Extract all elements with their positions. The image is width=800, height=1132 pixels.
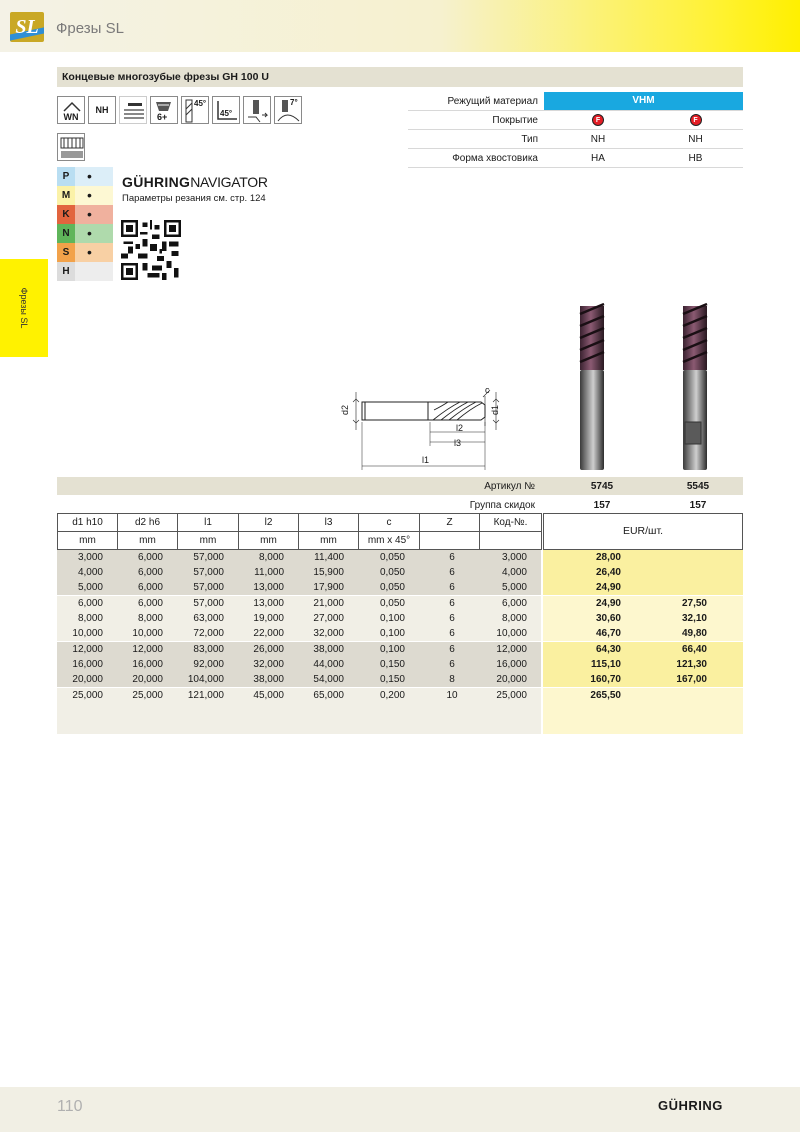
price-cell: 160,70 bbox=[590, 674, 621, 685]
navigator-brand: GÜHRING bbox=[122, 174, 191, 190]
discount-value: 157 bbox=[593, 500, 611, 511]
cutting-params-note: Параметры резания см. стр. 124 bbox=[122, 193, 266, 204]
page-number: 110 bbox=[57, 1098, 83, 1115]
table-cell: 20,000 bbox=[72, 674, 103, 685]
iso-letter: P bbox=[57, 167, 75, 186]
table-cell: 57,000 bbox=[193, 582, 224, 593]
table-cell: 0,050 bbox=[379, 582, 405, 593]
table-cell: 44,000 bbox=[313, 659, 344, 670]
table-cell: 20,000 bbox=[496, 674, 527, 685]
table-cell: 5,000 bbox=[77, 582, 103, 593]
table-cell: 6 bbox=[449, 644, 455, 655]
table-cell: 8,000 bbox=[501, 613, 527, 624]
table-row bbox=[57, 688, 743, 703]
table-cell: 22,000 bbox=[253, 628, 284, 639]
price-cell: 24,90 bbox=[595, 598, 621, 609]
side-tab bbox=[0, 259, 48, 357]
table-cell: 32,000 bbox=[313, 628, 344, 639]
col-unit: mm bbox=[178, 532, 239, 550]
table-cell: 57,000 bbox=[193, 552, 224, 563]
table-cell: 25,000 bbox=[132, 690, 163, 701]
article-number: 5545 bbox=[686, 481, 710, 492]
price-cell: 64,30 bbox=[595, 644, 621, 655]
end-mill-ha-image bbox=[572, 300, 612, 472]
table-cell: 6,000 bbox=[77, 598, 103, 609]
table-cell: 63,000 bbox=[193, 613, 224, 624]
table-cell: 83,000 bbox=[193, 644, 224, 655]
ramping-icon bbox=[243, 96, 271, 124]
table-cell: 10,000 bbox=[72, 628, 103, 639]
iso-dot: • bbox=[87, 244, 92, 260]
price-cell: 27,50 bbox=[681, 598, 707, 609]
coating-badge: F bbox=[690, 114, 702, 126]
article-label: Артикул № bbox=[484, 481, 535, 492]
table-cell: 6,000 bbox=[137, 582, 163, 593]
table-cell: 6,000 bbox=[501, 598, 527, 609]
price-cell: 265,50 bbox=[590, 690, 621, 701]
iso-letter: N bbox=[57, 224, 75, 243]
iso-letter: M bbox=[57, 186, 75, 205]
table-cell: 21,000 bbox=[313, 598, 344, 609]
col-header: l3 bbox=[299, 514, 359, 532]
tool-material-badge: VHM bbox=[544, 92, 743, 110]
table-cell: 6 bbox=[449, 659, 455, 670]
price-cell: 121,30 bbox=[676, 659, 707, 670]
table-cell: 72,000 bbox=[193, 628, 224, 639]
table-row bbox=[57, 565, 743, 580]
table-cell: 3,000 bbox=[77, 552, 103, 563]
price-cell: 28,00 bbox=[595, 552, 621, 563]
table-cell: 5,000 bbox=[501, 582, 527, 593]
table-cell: 6,000 bbox=[137, 552, 163, 563]
table-cell: 10 bbox=[446, 690, 458, 701]
table-row bbox=[57, 657, 743, 672]
sl-logo bbox=[10, 12, 44, 42]
price-header: EUR/шт. bbox=[543, 513, 743, 550]
col-unit: mm bbox=[239, 532, 299, 550]
col-unit: mm x 45° bbox=[359, 532, 420, 550]
table-cell: 12,000 bbox=[132, 644, 163, 655]
iso-row bbox=[57, 243, 113, 262]
end-mill-hb-image bbox=[675, 300, 715, 472]
table-cell: 0,150 bbox=[379, 674, 405, 685]
col-header: d1 h10 bbox=[58, 514, 118, 532]
table-cell: 3,000 bbox=[501, 552, 527, 563]
price-cell: 49,80 bbox=[681, 628, 707, 639]
type-value: NH bbox=[590, 134, 606, 145]
table-cell: 16,000 bbox=[132, 659, 163, 670]
table-cell: 45,000 bbox=[253, 690, 284, 701]
table-row bbox=[57, 596, 743, 611]
shank-value: HB bbox=[688, 153, 703, 164]
col-header: d2 h6 bbox=[118, 514, 178, 532]
table-cell: 20,000 bbox=[132, 674, 163, 685]
angle7-label: 7° bbox=[290, 98, 298, 107]
iso-row bbox=[57, 167, 113, 186]
price-cell: 167,00 bbox=[676, 674, 707, 685]
dim-l2-label: l2 bbox=[456, 423, 464, 433]
dim-l1-label: l1 bbox=[422, 455, 430, 465]
spec-table-body bbox=[57, 550, 743, 734]
iso-dot: • bbox=[87, 187, 92, 203]
price-cell: 26,40 bbox=[595, 567, 621, 578]
table-row bbox=[57, 626, 743, 641]
table-cell: 38,000 bbox=[313, 644, 344, 655]
header-title: Фрезы SL bbox=[56, 20, 124, 37]
table-cell: 12,000 bbox=[496, 644, 527, 655]
table-cell: 16,000 bbox=[72, 659, 103, 670]
iso-row bbox=[57, 224, 113, 243]
table-cell: 38,000 bbox=[253, 674, 284, 685]
section-title: Концевые многозубые фрезы GH 100 U bbox=[62, 71, 269, 83]
table-row bbox=[57, 611, 743, 626]
guhring-footer-logo: GÜHRING bbox=[658, 1098, 723, 1113]
col-unit bbox=[480, 532, 542, 550]
table-cell: 0,150 bbox=[379, 659, 405, 670]
table-cell: 26,000 bbox=[253, 644, 284, 655]
table-cell: 6,000 bbox=[137, 598, 163, 609]
table-cell: 8,000 bbox=[137, 613, 163, 624]
table-row bbox=[57, 642, 743, 657]
table-row bbox=[57, 580, 743, 595]
table-cell: 4,000 bbox=[77, 567, 103, 578]
navigator-suffix: NAVIGATOR bbox=[190, 174, 268, 190]
iso-letter: H bbox=[57, 262, 75, 281]
table-cell: 121,000 bbox=[187, 690, 224, 701]
spec-table-header bbox=[57, 513, 542, 550]
table-cell: 6 bbox=[449, 628, 455, 639]
table-cell: 19,000 bbox=[253, 613, 284, 624]
table-cell: 92,000 bbox=[193, 659, 224, 670]
iso-dot: • bbox=[87, 168, 92, 184]
table-cell: 13,000 bbox=[253, 598, 284, 609]
plunge-7-icon bbox=[274, 96, 302, 124]
table-cell: 6 bbox=[449, 582, 455, 593]
iso-letter: S bbox=[57, 243, 75, 262]
side-tab-label: Фрезы SL bbox=[19, 287, 29, 329]
surface-icon bbox=[119, 96, 147, 124]
table-cell: 6 bbox=[449, 567, 455, 578]
dim-c-label: c bbox=[485, 385, 490, 395]
shank-label: Форма хвостовика bbox=[452, 153, 538, 164]
table-cell: 10,000 bbox=[496, 628, 527, 639]
row-group bbox=[57, 688, 743, 734]
table-cell: 65,000 bbox=[313, 690, 344, 701]
iso-dot: • bbox=[87, 206, 92, 222]
coating-badge: F bbox=[592, 114, 604, 126]
discount-label: Группа скидок bbox=[469, 500, 535, 511]
table-cell: 0,050 bbox=[379, 552, 405, 563]
tool-material-label: Режущий материал bbox=[447, 96, 538, 107]
table-cell: 11,400 bbox=[314, 552, 344, 563]
wn-icon bbox=[57, 96, 85, 124]
col-unit: mm bbox=[58, 532, 118, 550]
table-row bbox=[57, 550, 743, 565]
col-header: Z bbox=[420, 514, 480, 532]
table-cell: 8,000 bbox=[77, 613, 103, 624]
table-cell: 6 bbox=[449, 613, 455, 624]
table-row bbox=[57, 672, 743, 687]
shank-row bbox=[408, 149, 743, 168]
row-group bbox=[57, 596, 743, 641]
table-cell: 0,100 bbox=[379, 628, 405, 639]
row-group bbox=[57, 642, 743, 687]
table-cell: 11,000 bbox=[254, 567, 284, 578]
row-group bbox=[57, 550, 743, 595]
table-cell: 8,000 bbox=[258, 552, 284, 563]
table-cell: 4,000 bbox=[501, 567, 527, 578]
type-label: Тип bbox=[521, 134, 538, 145]
table-cell: 54,000 bbox=[313, 674, 344, 685]
flutes-icon bbox=[150, 96, 178, 124]
col-header: c bbox=[359, 514, 420, 532]
iso-row bbox=[57, 186, 113, 205]
price-cell: 30,60 bbox=[595, 613, 621, 624]
iso-letter: K bbox=[57, 205, 75, 224]
table-cell: 0,100 bbox=[379, 613, 405, 624]
table-cell: 0,100 bbox=[379, 644, 405, 655]
price-cell: 46,70 bbox=[595, 628, 621, 639]
col-unit: mm bbox=[299, 532, 359, 550]
coating-label: Покрытие bbox=[492, 115, 538, 126]
dim-l3-label: l3 bbox=[454, 438, 462, 448]
iso-row bbox=[57, 205, 113, 224]
col-header: l1 bbox=[178, 514, 239, 532]
table-cell: 17,900 bbox=[313, 582, 344, 593]
iso-dot: • bbox=[87, 225, 92, 241]
section-title-bar bbox=[57, 67, 743, 87]
table-cell: 6,000 bbox=[137, 567, 163, 578]
angle45a-label: 45° bbox=[194, 99, 207, 108]
price-cell: 66,40 bbox=[681, 644, 707, 655]
col-unit: mm bbox=[118, 532, 178, 550]
table-cell: 15,900 bbox=[313, 567, 344, 578]
table-cell: 0,050 bbox=[379, 598, 405, 609]
helix-45-icon bbox=[181, 96, 209, 124]
guhring-navigator-logo bbox=[122, 174, 268, 190]
price-cell: 32,10 bbox=[681, 613, 707, 624]
table-cell: 16,000 bbox=[496, 659, 527, 670]
wn-label: WN bbox=[63, 112, 79, 122]
table-cell: 8 bbox=[449, 674, 455, 685]
table-cell: 104,000 bbox=[187, 674, 224, 685]
table-cell: 25,000 bbox=[72, 690, 103, 701]
article-number: 5745 bbox=[590, 481, 614, 492]
dim-d2-label: d2 bbox=[340, 404, 351, 416]
nh-label: NH bbox=[95, 105, 109, 115]
iso-row bbox=[57, 262, 113, 281]
qr-code bbox=[121, 220, 181, 280]
type-value: NH bbox=[688, 134, 703, 145]
table-cell: 13,000 bbox=[253, 582, 284, 593]
six-plus-label: 6+ bbox=[157, 112, 168, 122]
chamfer-45-icon bbox=[212, 96, 240, 124]
price-cell: 24,90 bbox=[595, 582, 621, 593]
tool-material-row bbox=[408, 92, 743, 111]
table-cell: 32,000 bbox=[253, 659, 284, 670]
price-cell: 115,10 bbox=[590, 659, 621, 670]
table-cell: 6 bbox=[449, 552, 455, 563]
dim-d1-label: d1 bbox=[490, 404, 501, 416]
type-row bbox=[408, 130, 743, 149]
table-cell: 6 bbox=[449, 598, 455, 609]
discount-row bbox=[57, 496, 743, 513]
logo-text: SL bbox=[15, 16, 39, 38]
nh-icon bbox=[88, 96, 116, 124]
table-cell: 12,000 bbox=[72, 644, 103, 655]
col-header: Код-№. bbox=[480, 514, 542, 532]
col-header: l2 bbox=[239, 514, 299, 532]
shank-value: HA bbox=[591, 153, 605, 164]
article-row bbox=[57, 477, 743, 495]
table-cell: 57,000 bbox=[193, 598, 224, 609]
coating-row bbox=[408, 111, 743, 130]
col-unit bbox=[420, 532, 480, 550]
table-cell: 10,000 bbox=[132, 628, 163, 639]
table-cell: 25,000 bbox=[496, 690, 527, 701]
discount-value: 157 bbox=[689, 500, 707, 511]
table-cell: 27,000 bbox=[313, 613, 344, 624]
angle45b-label: 45° bbox=[220, 109, 233, 118]
slotting-icon bbox=[57, 133, 85, 161]
table-cell: 0,050 bbox=[379, 567, 405, 578]
table-cell: 0,200 bbox=[379, 690, 405, 701]
table-cell: 57,000 bbox=[193, 567, 224, 578]
page-header bbox=[0, 0, 800, 52]
